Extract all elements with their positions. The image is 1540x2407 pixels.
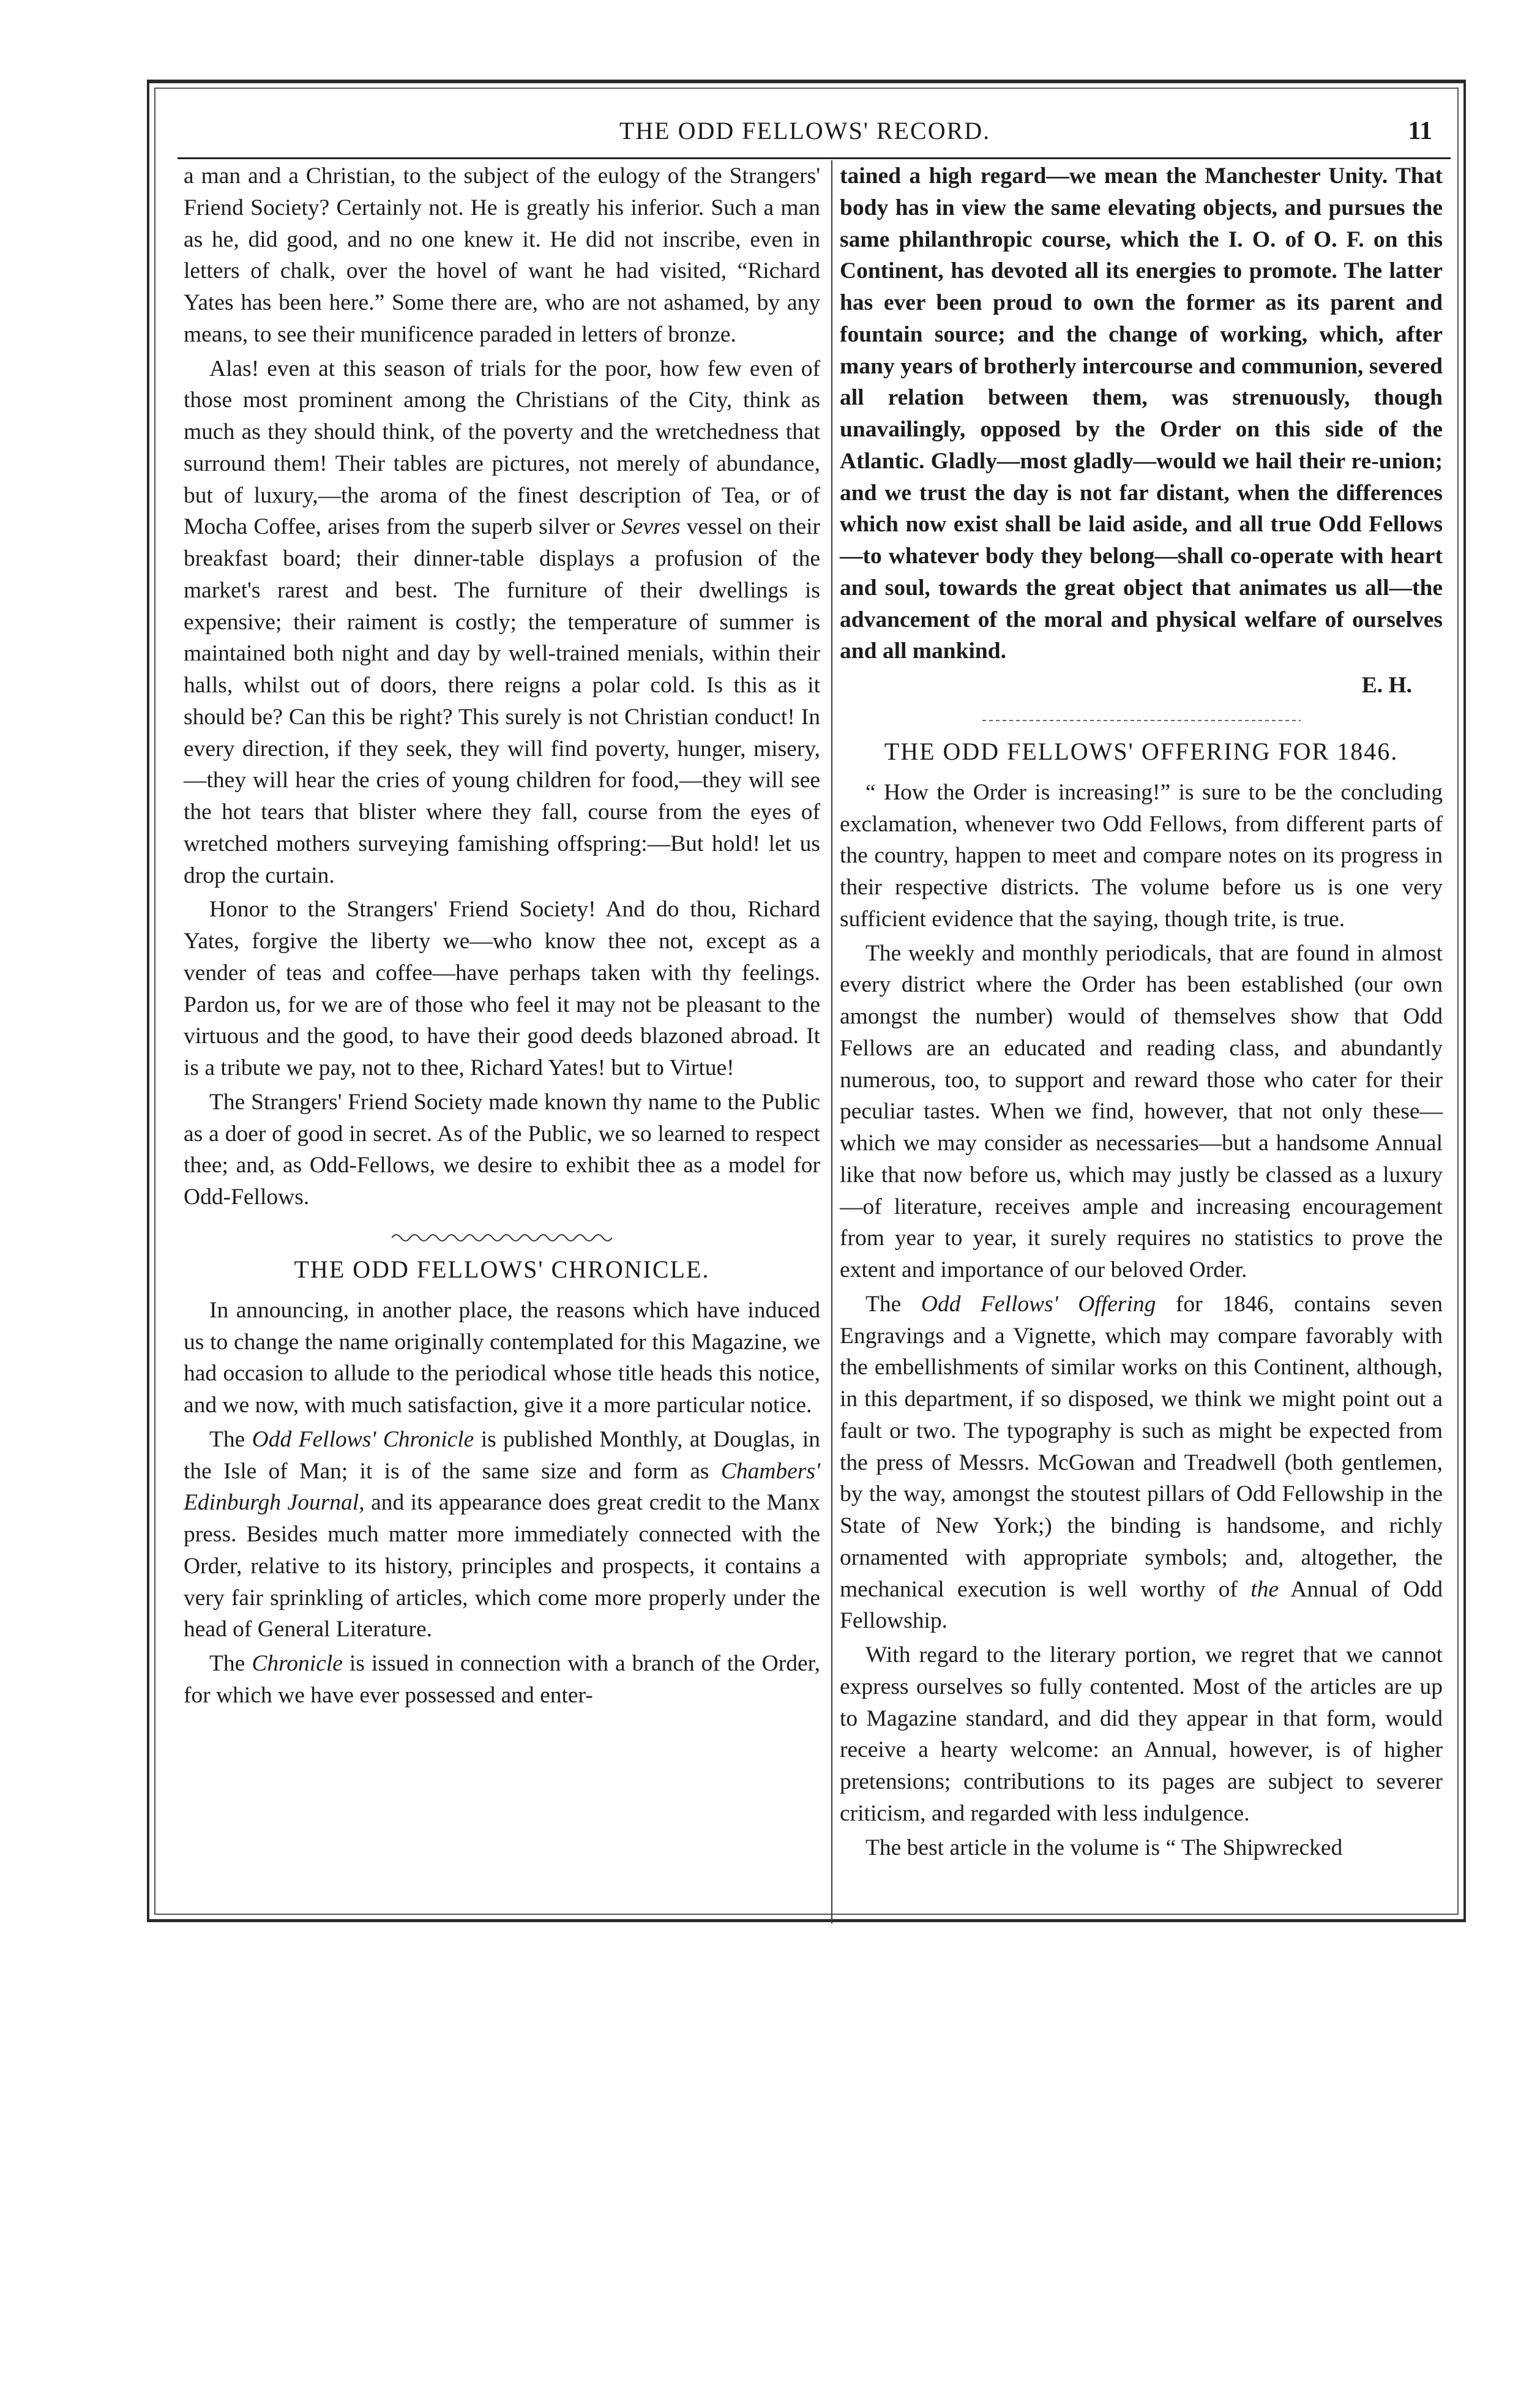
paragraph-honor: Honor to the Strangers' Friend Society! And do thou, Richard Yates, forgive the liberty we—who know thee not, except as a vender of teas and coffee—have perhaps taken with thy feelings. Pardon us, for we are of those who feel it may not be pleasant to the virtuous and the good, to have their good deeds blazoned abroad. It is a tribute we pay, not to thee, Richard Yates! but to Virtue! <box>184 897 820 1080</box>
paragraph-chronicle-intro: In announcing, in another place, the reasons which have induced us to change the name originally contemplated for this Magazine, we had occasion to allude to the periodical whose title heads this notice, and we now, with much satisfaction, give it a more particular notice. <box>184 1297 820 1418</box>
paragraph-periodicals: The weekly and monthly periodicals, that are found in almost every district where the Order has been established (our own amongst the number) would of themselves show that Odd Fellows are an educated and reading class, and abundantly numerous, too, to support and reward those who cater for their peculiar tastes. When we find, however, that not only these—which we may consider as necessaries—but a handsome Annual like that now before us, which may justly be classed as a luxury—of literature, receives ample and increasing encouragement from year to year, it surely requires no statistics to prove the extent and importance of our beloved Order. <box>840 940 1443 1283</box>
italic-chronicle: Chronicle <box>252 1651 343 1677</box>
paragraph-best-article: The best article in the volume is “ The Shipwrecked <box>865 1835 1343 1860</box>
right-column <box>840 160 1443 1863</box>
left-column <box>184 160 820 1712</box>
paragraph-offering-intro: “ How the Order is increasing!” is sure to be the concluding exclamation, whenever two Odd Fellows, from different parts of the country, happen to meet and compare notes on its progress in their respective districts. The volume before us is one very sufficient evidence that the saying, though trite, is true. <box>840 779 1443 932</box>
text-run: for 1846, contains seven Engravings and a Vignette, which may compare favorably with the embellishments of similar works on this Continent, although, in this department, if so disposed, we think we might point out a fault or two. The typography is such as might be expected from the press of Messrs. McGowan and Treadwell (both gentlemen, by the way, amongst the stoutest pillars of Odd Fellowship in the State of New York;) the binding is handsome, and richly ornamented with appropriate symbols; and, altogether, the mechanical execution is well worthy of <box>840 1291 1443 1602</box>
running-head <box>165 116 1445 153</box>
text-run: and its appearance does great credit to the Manx press. Besides much matter more immediately connected with the Order, relative to its history, principles and prospects, it contains a very fair sprinkling of articles, which come more properly under the head of General Literature. <box>184 1490 821 1642</box>
italic-chronicle-title: Odd Fellows' Chronicle <box>252 1426 474 1452</box>
header-rule <box>178 157 1451 159</box>
text-run: Alas! even at this season of trials for the poor, how few even of those most prominent among the Christians of the City, think as much as they should think, of the poverty and the wretchedness that surround them! Their tables are pictures, not merely of abundance, but of luxury,—the aroma of the finest description of Tea, or of Mocha Coffee, arises from the superb silver or <box>184 356 820 540</box>
wavy-ornament <box>392 1229 612 1246</box>
column-divider <box>831 160 832 1923</box>
signature: E. H. <box>1361 673 1412 698</box>
paragraph-literary-portion: With regard to the literary portion, we regret that we cannot express ourselves so fully contented. Most of the articles are up to Magazine standard, and did they appear in that form, would receive a hearty welcome: an Annual, however, is of higher pretensions; contributions to its pages are subject to severer criticism, and regarded with less indulgence. <box>840 1642 1443 1826</box>
paragraph-yates-eulogy: a man and a Christian, to the subject of the eulogy of the Strangers' Friend Society? Certainly not. He is greatly his inferior. Such a man as he, did good, and no one knew it. He did not inscribe, even in letters of chalk, over the hovel of want he had visited, “Richard Yates has been here.” Some there are, who are not ashamed, by any means, to see their munificence paraded in letters of bronze. <box>184 163 820 347</box>
text-run: is published Monthly, at Douglas, in the Isle of Man; it is of the same size and form as <box>184 1426 821 1484</box>
paragraph-manchester-unity: tained a high regard—we mean the Manchester Unity. That body has in view the same elevating objects, and pursues the same philanthropic course, which the I. O. of O. F. on this Continent, has devoted all its energies to promote. The latter has ever been proud to own the former as its parent and fountain source; and the change of working, which, after many years of brotherly intercourse and communion, severed all relation between them, was strenuously, though unavailingly, opposed by the Order on this side of the Atlantic. Gladly—most gladly—would we hail their re-union; and we trust the day is not far distant, when the differences which now exist shall be laid aside, and all true Odd Fellows—to whatever body they belong—shall co-operate with heart and soul, towards the great object that animates us all—the advancement of the moral and physical welfare of ourselves and all mankind. <box>840 163 1443 664</box>
heading-offering: THE ODD FELLOWS' OFFERING FOR 1846. <box>884 737 1399 765</box>
paragraph-chronicle-description <box>184 1424 820 1645</box>
dashed-separator <box>982 715 1301 726</box>
italic-the: the <box>1250 1576 1279 1602</box>
italic-chambers-journal: Chambers' Edinburgh Journal, <box>184 1458 821 1516</box>
text-run: vessel on their breakfast board; their dinner-table displays a profusion of the market's rarest and best. The furniture of their dwellings is expensive; their raiment is costly; the temperature of summer is maintained both night and day by well-trained menials, within their halls, whilst out of doors, there reigns a polar cold. Is this as it should be? Can this be right? This surely is not Christian conduct! In every direction, if they seek, they will find poverty, hunger, misery, —they will hear the cries of young children for food,—they will see the hot tears that blister where they fall, course from the eyes of wretched mothers surveying famishing offspring:—But hold! let us drop the curtain. <box>184 514 820 888</box>
paragraph-strangers-society: The Strangers' Friend Society made known thy name to the Public as a doer of good in secret. As of the Public, we so learned to respect thee; and, as Odd-Fellows, we desire to exhibit thee as a model for Odd-Fellows. <box>184 1089 820 1210</box>
page-number: 11 <box>1408 117 1432 145</box>
text-run: The <box>209 1426 245 1452</box>
italic-offering-title: Odd Fellows' Offering <box>921 1291 1156 1317</box>
paragraph-chronicle-issued <box>184 1648 820 1712</box>
text-run: Annual of Odd Fellowship. <box>840 1576 1443 1634</box>
italic-sevres: Sevres <box>621 514 681 540</box>
paragraph-alas <box>184 353 820 892</box>
paragraph-offering-engravings <box>840 1289 1443 1637</box>
text-run: is issued in connection with a branch of the Order, for which we have ever possessed and enter- <box>184 1651 821 1708</box>
heading-chronicle: THE ODD FELLOWS' CHRONICLE. <box>294 1255 710 1283</box>
text-run: The <box>209 1651 245 1677</box>
text-run: The <box>865 1291 902 1317</box>
running-title: THE ODD FELLOWS' RECORD. <box>619 117 991 144</box>
